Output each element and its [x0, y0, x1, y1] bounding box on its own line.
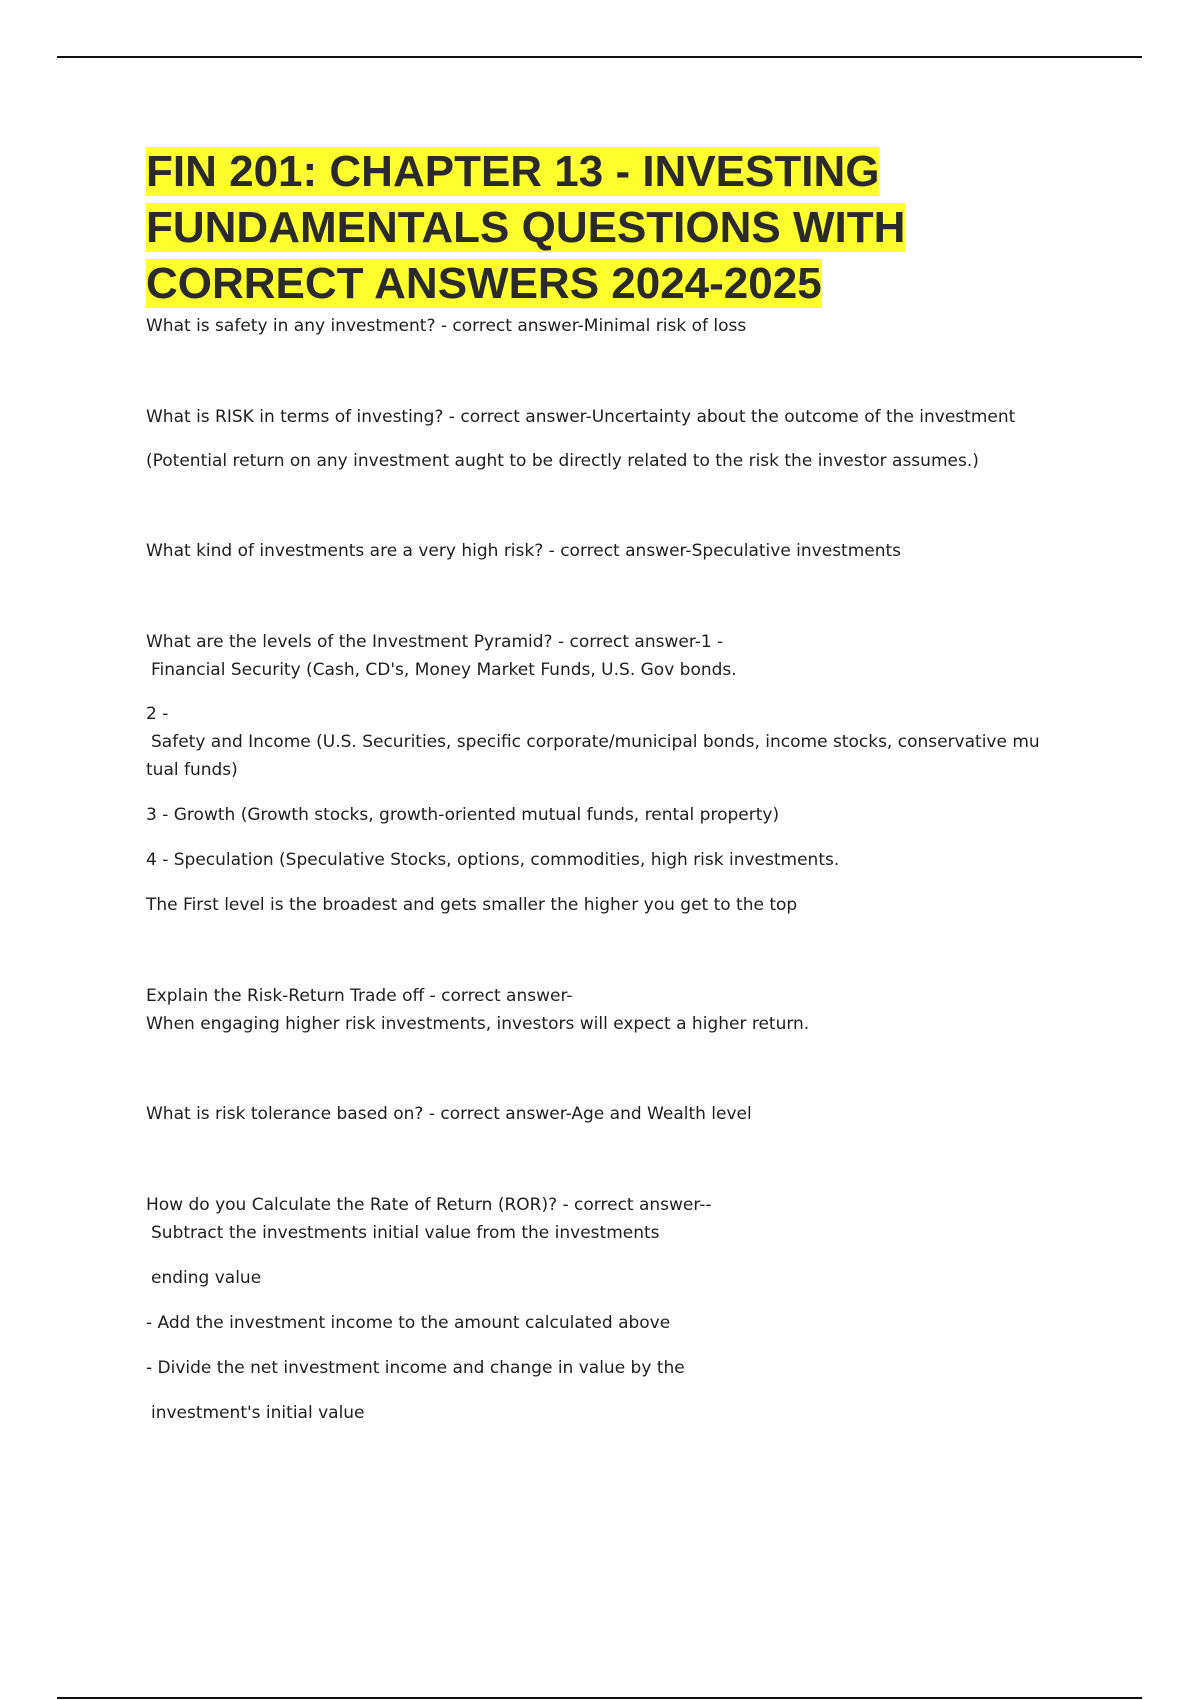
bottom-rule	[57, 1697, 1142, 1699]
question-high-risk: What kind of investments are a very high risk? - correct answer-Speculative investments	[146, 541, 902, 561]
question-safety: What is safety in any investment? - correct answer-Minimal risk of loss	[146, 316, 747, 336]
risk-return-answer: When engaging higher risk investments, investors will expect a higher return.	[146, 1014, 810, 1034]
ror-step-3-cont: investment's initial value	[151, 1403, 365, 1423]
question-pyramid: What are the levels of the Investment Pyramid? - correct answer-1 -	[146, 632, 724, 652]
question-risk-return: Explain the Risk-Return Trade off - correct answer-	[146, 986, 573, 1006]
top-rule	[57, 56, 1142, 58]
question-ror: How do you Calculate the Rate of Return (ROR)? - correct answer--	[146, 1195, 712, 1215]
pyramid-level-2-cont: tual funds)	[146, 760, 238, 780]
question-risk: What is RISK in terms of investing? - correct answer-Uncertainty about the outcome of the investment	[146, 407, 1016, 427]
ror-step-1: Subtract the investments initial value from the investments	[151, 1223, 660, 1243]
document-body	[146, 144, 1106, 1427]
title-line-1: FIN 201: CHAPTER 13 - INVESTING	[146, 147, 880, 196]
pyramid-level-3: 3 - Growth (Growth stocks, growth-oriented mutual funds, rental property)	[146, 805, 780, 825]
pyramid-level-4: 4 - Speculation (Speculative Stocks, options, commodities, high risk investments.	[146, 850, 840, 870]
title-line-3: CORRECT ANSWERS 2024-2025	[146, 259, 822, 308]
ror-step-1-cont: ending value	[151, 1268, 262, 1288]
pyramid-level-2: Safety and Income (U.S. Securities, specific corporate/municipal bonds, income stocks, conservative mu	[151, 732, 1040, 752]
document-title	[146, 144, 1106, 312]
pyramid-note: The First level is the broadest and gets smaller the higher you get to the top	[146, 895, 798, 915]
title-line-2: FUNDAMENTALS QUESTIONS WITH	[146, 203, 906, 252]
risk-note: (Potential return on any investment aught to be directly related to the risk the investor assumes.)	[146, 451, 979, 471]
question-risk-tolerance: What is risk tolerance based on? - correct answer-Age and Wealth level	[146, 1104, 752, 1124]
ror-step-2: - Add the investment income to the amount calculated above	[146, 1313, 671, 1333]
pyramid-level-1: Financial Security (Cash, CD's, Money Market Funds, U.S. Gov bonds.	[151, 660, 737, 680]
ror-step-3: - Divide the net investment income and change in value by the	[146, 1358, 685, 1378]
pyramid-level-2-number: 2 -	[146, 704, 169, 724]
